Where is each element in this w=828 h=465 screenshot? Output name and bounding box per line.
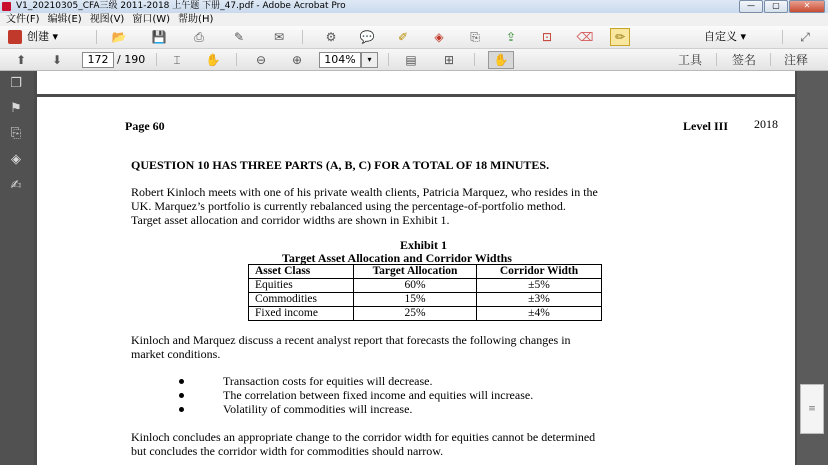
signatures-icon[interactable]: ✍ (10, 178, 22, 193)
table-cell: 25% (354, 307, 477, 321)
menu-file[interactable]: 文件(F) (6, 14, 40, 25)
previous-page-bottom (37, 71, 795, 94)
read-mode-icon[interactable]: ✋ (488, 51, 514, 69)
attachments-icon[interactable]: ⎘ (10, 126, 22, 141)
fit-page-icon[interactable]: ▤ (405, 53, 417, 67)
next-page-icon[interactable]: ⬇ (51, 53, 63, 67)
left-navigation-panel (0, 71, 34, 465)
paragraph-2-line-2: market conditions. (131, 347, 221, 361)
highlight-icon[interactable]: ✐ (397, 30, 409, 44)
level-label: Level III (683, 119, 728, 133)
zoom-input[interactable]: 104% (319, 52, 361, 68)
previous-page-icon[interactable]: ⬆ (15, 53, 27, 67)
page-label: Page 60 (125, 119, 165, 133)
table-header-row (249, 265, 602, 279)
edit-doc-icon[interactable]: ✎ (233, 30, 245, 44)
maximize-button[interactable]: ▢ (764, 0, 788, 13)
table-header: Corridor Width (477, 265, 602, 279)
fit-width-icon[interactable]: ⊞ (443, 53, 455, 67)
open-folder-icon[interactable]: 📂 (111, 30, 127, 44)
table-cell: Equities (249, 279, 354, 293)
table-cell: 60% (354, 279, 477, 293)
zoom-in-icon[interactable]: ⊕ (291, 53, 303, 67)
create-label: 创建 ▾ (27, 30, 59, 43)
comment-link[interactable]: 注释 (784, 53, 809, 67)
sign-link[interactable]: 签名 (732, 53, 757, 67)
document-page (37, 97, 795, 465)
paragraph-3-line-2: but concludes the corridor width for commodities should narrow. (131, 444, 444, 458)
table-cell: ±4% (477, 307, 602, 321)
expand-icon[interactable]: ⤢ (800, 30, 810, 44)
email-icon[interactable]: ✉ (273, 30, 285, 44)
bullet-item: Volatility of commodities will increase. (223, 402, 413, 416)
scrollbar-thumb[interactable]: ≡ (800, 384, 824, 434)
bullet-item: The correlation between fixed income and equities will increase. (223, 388, 534, 402)
eraser-icon[interactable]: ⌫ (576, 30, 594, 44)
protect-icon[interactable]: ⊡ (541, 30, 553, 44)
navigation-toolbar (0, 49, 828, 71)
page-number-input[interactable]: 172 (82, 52, 114, 68)
window-title: V1_20210305_CFA三级 2011-2018 上午题 下册_47.pdf - Adobe Acrobat Pro (16, 1, 346, 11)
menu-help[interactable]: 帮助(H) (178, 14, 214, 25)
main-toolbar (0, 26, 828, 49)
paragraph-1-line-1: Robert Kinloch meets with one of his private wealth clients, Patricia Marquez, who resides in the (131, 185, 598, 199)
allocation-table (248, 264, 602, 321)
create-pdf-icon (8, 30, 22, 44)
zoom-out-icon[interactable]: ⊖ (255, 53, 267, 67)
table-cell: Commodities (249, 293, 354, 307)
title-bar (0, 0, 828, 13)
table-row (249, 279, 602, 293)
table-row (249, 307, 602, 321)
table-cell: 15% (354, 293, 477, 307)
acrobat-app-icon (2, 2, 11, 11)
year-label: 2018 (754, 117, 778, 131)
menu-edit[interactable]: 编辑(E) (47, 14, 82, 25)
attach-file-icon[interactable]: ⎘ (470, 30, 480, 44)
export-icon[interactable]: ⇪ (505, 30, 517, 44)
exhibit-subtitle: Target Asset Allocation and Corridor Widths (282, 251, 512, 265)
close-button[interactable]: ✕ (789, 0, 825, 13)
paragraph-1-line-3: Target asset allocation and corridor widths are shown in Exhibit 1. (131, 213, 450, 227)
table-row (249, 293, 602, 307)
table-cell: Fixed income (249, 307, 354, 321)
page-total: / 190 (117, 53, 146, 66)
exhibit-title: Exhibit 1 (400, 238, 448, 252)
minimize-button[interactable]: — (739, 0, 763, 13)
table-header: Target Allocation (354, 265, 477, 279)
tools-link[interactable]: 工具 (678, 53, 703, 67)
menu-window[interactable]: 窗口(W) (132, 14, 171, 25)
settings-gear-icon[interactable]: ⚙ (325, 30, 337, 44)
stamp-icon[interactable]: ◈ (434, 30, 444, 44)
customize-menu[interactable]: 自定义 ▾ (704, 30, 747, 43)
bullet-dot (179, 407, 184, 412)
save-icon[interactable]: 💾 (151, 30, 167, 44)
paragraph-3-line-1: Kinloch concludes an appropriate change to the corridor width for equities cannot be determined (131, 430, 596, 444)
bullet-dot (179, 379, 184, 384)
table-cell: ±3% (477, 293, 602, 307)
comment-bubble-icon[interactable]: 💬 (359, 30, 375, 44)
select-cursor-icon[interactable]: ⌶ (173, 53, 181, 67)
bullet-item: Transaction costs for equities will decrease. (223, 374, 433, 388)
bullet-dot (179, 393, 184, 398)
menu-bar (0, 13, 828, 26)
layers-icon[interactable]: ◈ (11, 152, 21, 167)
hand-tool-icon[interactable]: ✋ (205, 53, 221, 67)
table-header: Asset Class (249, 265, 354, 279)
create-button[interactable] (8, 29, 58, 45)
menu-view[interactable]: 视图(V) (89, 14, 125, 25)
table-cell: ±5% (477, 279, 602, 293)
print-icon[interactable]: ⎙ (194, 30, 204, 44)
page-thumbnails-icon[interactable]: ❐ (10, 76, 22, 91)
paragraph-1-line-2: UK. Marquez’s portfolio is currently rebalanced using the percentage-of-portfolio method. (131, 199, 566, 213)
pencil-tool-icon[interactable]: ✏ (610, 28, 630, 46)
paragraph-2-line-1: Kinloch and Marquez discuss a recent analyst report that forecasts the following changes in (131, 333, 571, 347)
bookmarks-icon[interactable]: ⚑ (10, 101, 22, 116)
vertical-scrollbar[interactable] (797, 71, 828, 465)
question-heading: QUESTION 10 HAS THREE PARTS (A, B, C) FOR A TOTAL OF 18 MINUTES. (131, 158, 550, 172)
zoom-dropdown-icon[interactable]: ▾ (361, 52, 378, 68)
